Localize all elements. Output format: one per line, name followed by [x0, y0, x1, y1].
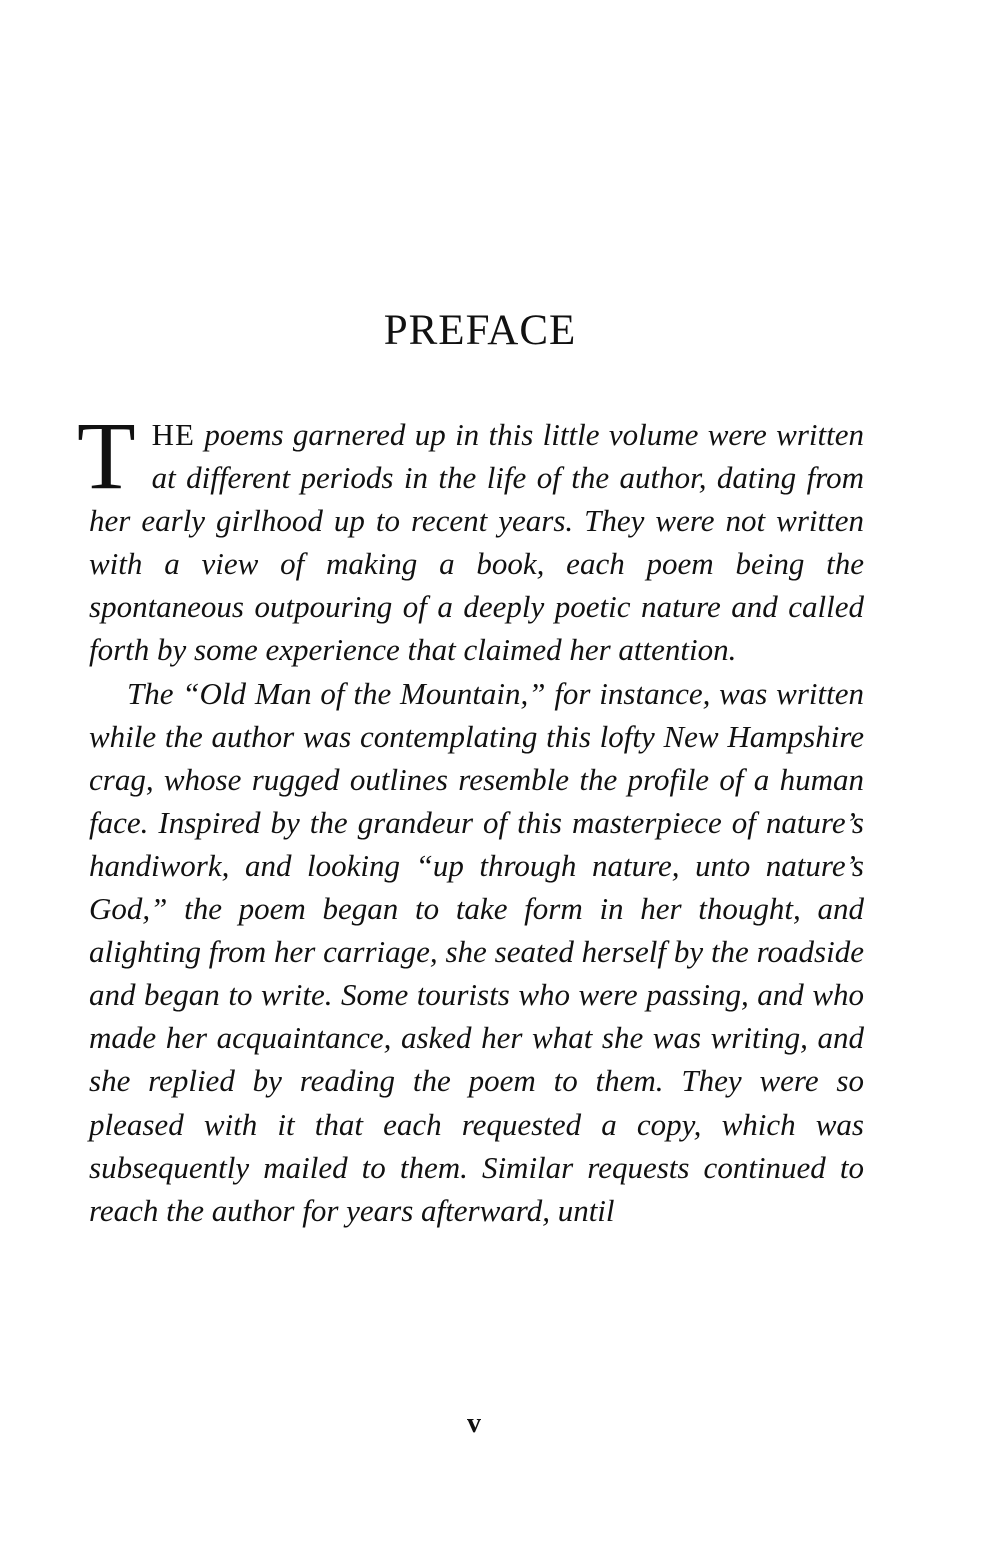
paragraph-1-text: poems garnered up in this little volume were written at different periods in the life of the author, dating from her early girlhood up to recent years. They were not written with a view of making a book, each poem being the spontaneous outpouring of a deeply poetic nature and called forth by some experience that claimed her attention. — [89, 417, 864, 668]
page-number: v — [467, 1408, 481, 1439]
drop-cap: T — [77, 402, 136, 509]
lead-letters: HE — [151, 417, 195, 452]
paragraph-1 — [77, 402, 864, 672]
page-title: PREFACE — [383, 307, 577, 354]
paragraph-2: The “Old Man of the Mountain,” for instance, was written while the author was contemplating this lofty New Hampshire crag, whose rugged outlines resemble the profile of a human face. Inspired by the grandeur of this masterpiece of nature’s handiwork, and looking “up through nature, unto nature’s God,” the poem began to take form in her thought, and alighting from her carriage, she seated herself by the roadside and began to write. Some tourists who were passing, and who made her acquaintance, asked her what she was writing, and she replied by reading the poem to them. They were so pleased with it that each requested a copy, which was subsequently mailed to them. Similar requests continued to reach the author for years afterward, until — [89, 675, 864, 1228]
preface-body — [77, 402, 864, 1232]
